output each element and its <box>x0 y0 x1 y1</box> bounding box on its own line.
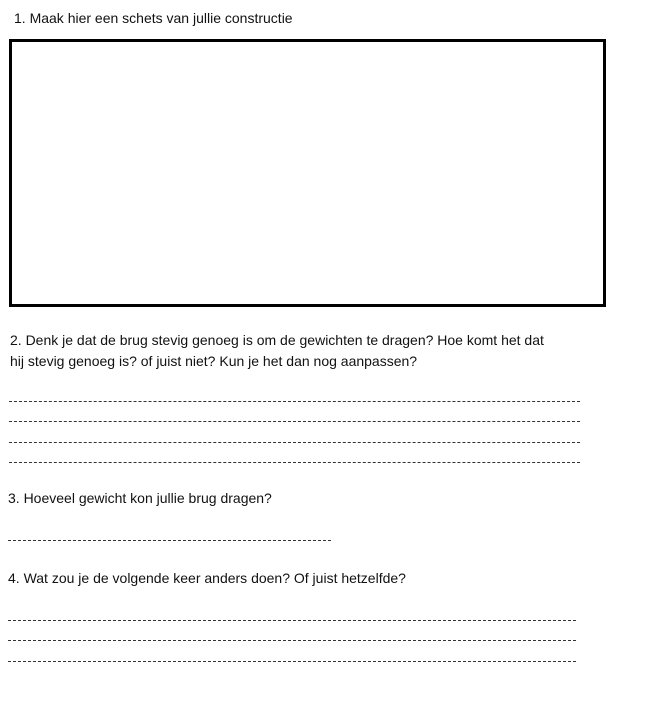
answer-line-q4-1[interactable] <box>8 620 576 621</box>
question-2-line-1: 2. Denk je dat de brug stevig genoeg is om de gewichten te dragen? Hoe komt het dat <box>10 332 544 348</box>
answer-line-q2-4[interactable] <box>9 462 580 463</box>
question-1: 1. Maak hier een schets van jullie constructie <box>14 10 293 26</box>
question-2-line-2: hij stevig genoeg is? of juist niet? Kun je het dan nog aanpassen? <box>10 353 418 369</box>
answer-line-q2-2[interactable] <box>9 421 580 422</box>
answer-line-q4-3[interactable] <box>8 661 576 662</box>
question-3: 3. Hoeveel gewicht kon jullie brug dragen? <box>8 490 272 506</box>
answer-line-q2-3[interactable] <box>9 442 580 443</box>
question-4: 4. Wat zou je de volgende keer anders doen? Of juist hetzelfde? <box>8 570 406 586</box>
answer-line-q3[interactable] <box>8 540 331 541</box>
sketch-box[interactable] <box>9 39 606 307</box>
answer-line-q2-1[interactable] <box>9 401 580 402</box>
answer-line-q4-2[interactable] <box>8 640 576 641</box>
